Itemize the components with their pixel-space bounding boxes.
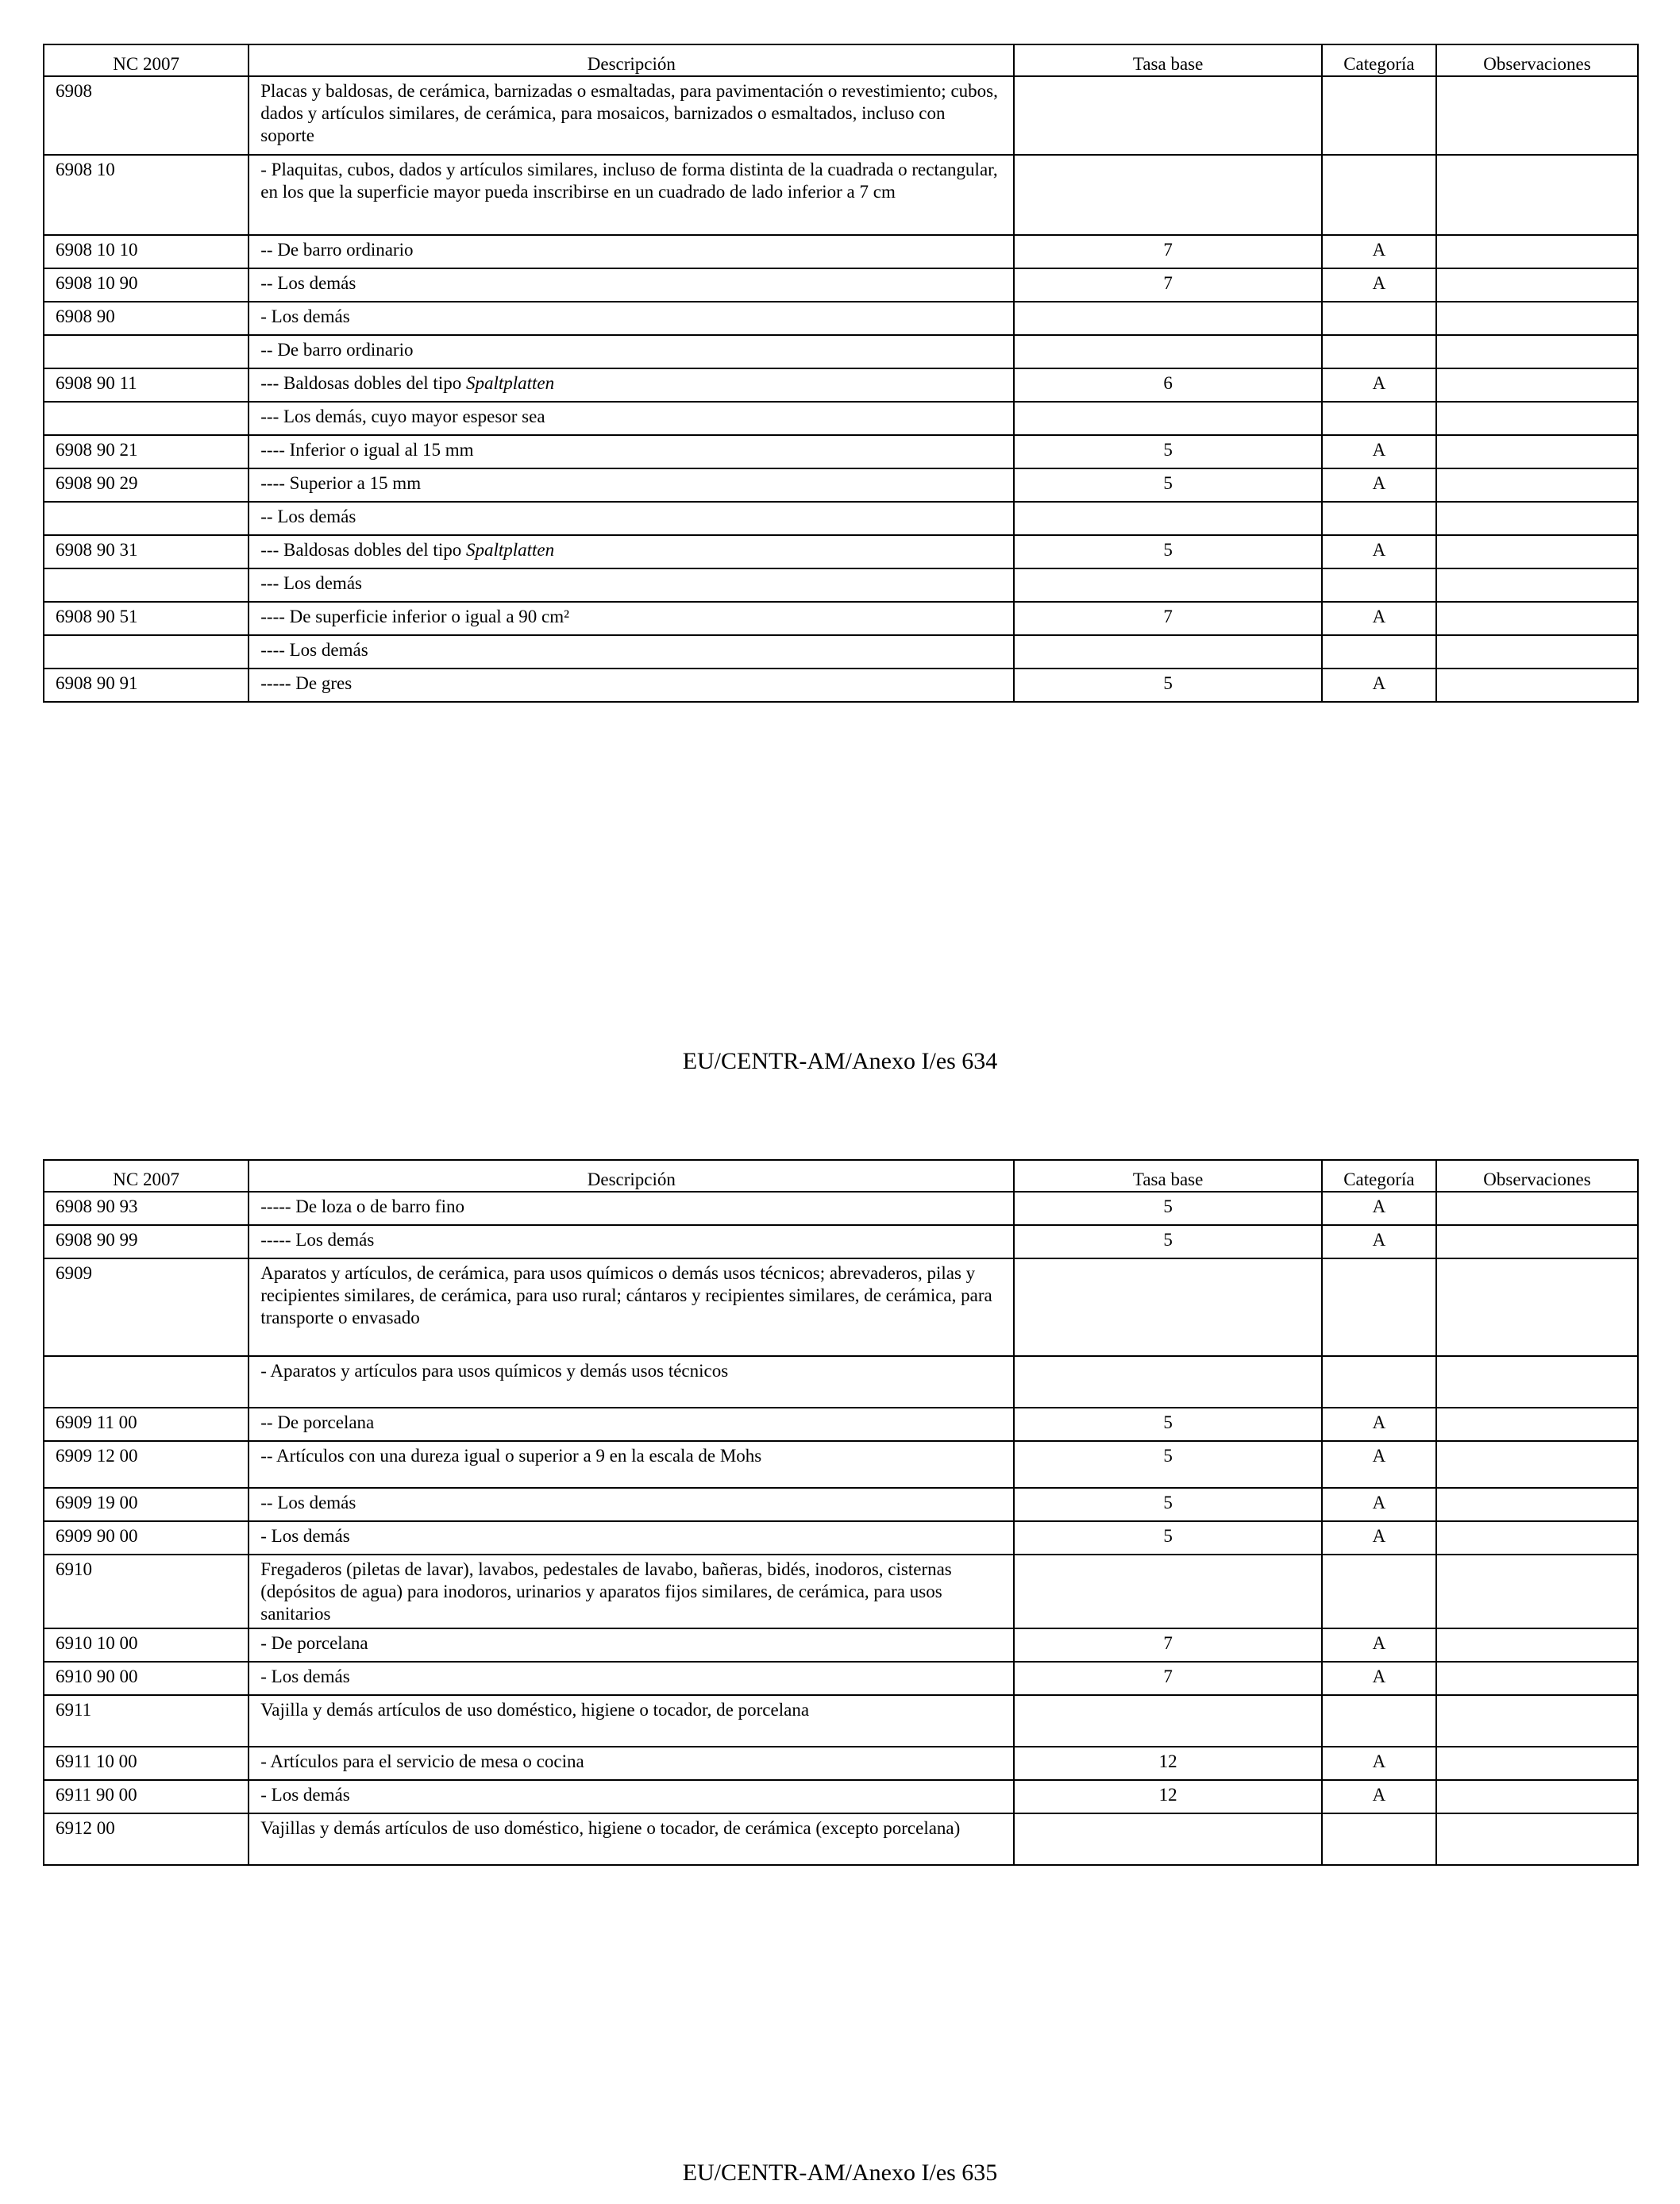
cell-nc-code: 6911 10 00 bbox=[44, 1747, 249, 1780]
cell-tasa-base: 7 bbox=[1014, 235, 1321, 268]
cell-descripcion bbox=[249, 1441, 1014, 1488]
cell-nc-code: 6908 10 10 bbox=[44, 235, 249, 268]
cell-nc-code bbox=[44, 635, 249, 669]
cell-categoria: A bbox=[1322, 368, 1436, 402]
cell-categoria: A bbox=[1322, 435, 1436, 468]
table-row bbox=[44, 1408, 1638, 1441]
table-row bbox=[44, 1356, 1638, 1408]
cell-observaciones bbox=[1436, 502, 1638, 535]
tariff-table bbox=[43, 1159, 1639, 1866]
cell-categoria: A bbox=[1322, 1192, 1436, 1225]
cell-observaciones bbox=[1436, 1521, 1638, 1555]
header-descripcion: Descripción bbox=[249, 1160, 1014, 1192]
cell-categoria bbox=[1322, 1813, 1436, 1865]
cell-categoria bbox=[1322, 502, 1436, 535]
tariff-table-page-635 bbox=[43, 1159, 1639, 1866]
cell-tasa-base: 7 bbox=[1014, 602, 1321, 635]
cell-categoria: A bbox=[1322, 1488, 1436, 1521]
cell-categoria bbox=[1322, 1695, 1436, 1747]
description-text: ----- De loza o de barro fino bbox=[260, 1196, 464, 1216]
cell-observaciones bbox=[1436, 1441, 1638, 1488]
cell-descripcion bbox=[249, 635, 1014, 669]
cell-tasa-base: 6 bbox=[1014, 368, 1321, 402]
description-text: ---- De superficie inferior o igual a 90 cm² bbox=[260, 607, 570, 626]
header-descripcion: Descripción bbox=[249, 44, 1014, 76]
description-text: - Los demás bbox=[260, 1785, 350, 1805]
cell-descripcion bbox=[249, 468, 1014, 502]
cell-descripcion bbox=[249, 1813, 1014, 1865]
cell-descripcion bbox=[249, 502, 1014, 535]
cell-observaciones bbox=[1436, 1628, 1638, 1662]
description-text: --- Baldosas dobles del tipo bbox=[260, 373, 466, 393]
table-body bbox=[44, 1192, 1638, 1865]
cell-descripcion bbox=[249, 1356, 1014, 1408]
description-text: - Aparatos y artículos para usos químicos y demás usos técnicos bbox=[260, 1361, 729, 1381]
cell-tasa-base: 5 bbox=[1014, 468, 1321, 502]
cell-nc-code: 6908 90 21 bbox=[44, 435, 249, 468]
header-categoria: Categoría bbox=[1322, 1160, 1436, 1192]
cell-observaciones bbox=[1436, 1356, 1638, 1408]
cell-tasa-base: 5 bbox=[1014, 435, 1321, 468]
tariff-table-page-634 bbox=[43, 44, 1639, 703]
cell-categoria: A bbox=[1322, 1628, 1436, 1662]
description-text: --- Los demás, cuyo mayor espesor sea bbox=[260, 407, 545, 426]
description-text: ----- Los demás bbox=[260, 1230, 375, 1250]
header-tasa-base: Tasa base bbox=[1014, 1160, 1321, 1192]
cell-observaciones bbox=[1436, 402, 1638, 435]
cell-observaciones bbox=[1436, 1225, 1638, 1258]
cell-categoria: A bbox=[1322, 669, 1436, 702]
description-text: ---- Los demás bbox=[260, 640, 368, 660]
cell-observaciones bbox=[1436, 1780, 1638, 1813]
cell-tasa-base bbox=[1014, 335, 1321, 368]
cell-observaciones bbox=[1436, 1192, 1638, 1225]
cell-tasa-base: 7 bbox=[1014, 1628, 1321, 1662]
table-row bbox=[44, 235, 1638, 268]
cell-nc-code: 6909 11 00 bbox=[44, 1408, 249, 1441]
table-body bbox=[44, 76, 1638, 702]
cell-categoria bbox=[1322, 155, 1436, 235]
cell-nc-code bbox=[44, 502, 249, 535]
table-row bbox=[44, 435, 1638, 468]
cell-descripcion bbox=[249, 76, 1014, 155]
cell-nc-code bbox=[44, 335, 249, 368]
cell-tasa-base: 5 bbox=[1014, 535, 1321, 568]
cell-tasa-base: 7 bbox=[1014, 268, 1321, 302]
cell-observaciones bbox=[1436, 1555, 1638, 1628]
cell-categoria: A bbox=[1322, 602, 1436, 635]
cell-descripcion bbox=[249, 1555, 1014, 1628]
table-row bbox=[44, 302, 1638, 335]
table-row bbox=[44, 1555, 1638, 1628]
cell-observaciones bbox=[1436, 635, 1638, 669]
table-header-row bbox=[44, 44, 1638, 76]
table-header-row bbox=[44, 1160, 1638, 1192]
cell-descripcion bbox=[249, 568, 1014, 602]
description-text: -- De barro ordinario bbox=[260, 240, 414, 260]
cell-categoria: A bbox=[1322, 235, 1436, 268]
cell-tasa-base: 12 bbox=[1014, 1780, 1321, 1813]
cell-nc-code: 6910 bbox=[44, 1555, 249, 1628]
cell-nc-code: 6912 00 bbox=[44, 1813, 249, 1865]
cell-tasa-base bbox=[1014, 1813, 1321, 1865]
cell-descripcion bbox=[249, 602, 1014, 635]
description-text: ----- De gres bbox=[260, 673, 353, 693]
cell-descripcion bbox=[249, 1488, 1014, 1521]
table-row bbox=[44, 1225, 1638, 1258]
cell-observaciones bbox=[1436, 568, 1638, 602]
cell-nc-code: 6908 90 93 bbox=[44, 1192, 249, 1225]
cell-tasa-base bbox=[1014, 1555, 1321, 1628]
description-text: -- Los demás bbox=[260, 507, 356, 526]
description-text: - Los demás bbox=[260, 306, 350, 326]
cell-nc-code: 6908 10 bbox=[44, 155, 249, 235]
table-row bbox=[44, 155, 1638, 235]
cell-nc-code: 6910 10 00 bbox=[44, 1628, 249, 1662]
cell-categoria bbox=[1322, 1356, 1436, 1408]
table-row bbox=[44, 568, 1638, 602]
table-row bbox=[44, 1192, 1638, 1225]
table-row bbox=[44, 635, 1638, 669]
cell-tasa-base: 5 bbox=[1014, 1408, 1321, 1441]
cell-descripcion bbox=[249, 1408, 1014, 1441]
cell-categoria: A bbox=[1322, 1521, 1436, 1555]
cell-observaciones bbox=[1436, 1695, 1638, 1747]
table-row bbox=[44, 76, 1638, 155]
cell-nc-code: 6909 bbox=[44, 1258, 249, 1356]
cell-nc-code bbox=[44, 402, 249, 435]
cell-descripcion bbox=[249, 1780, 1014, 1813]
cell-observaciones bbox=[1436, 602, 1638, 635]
cell-tasa-base bbox=[1014, 1258, 1321, 1356]
cell-observaciones bbox=[1436, 1662, 1638, 1695]
table-row bbox=[44, 268, 1638, 302]
cell-categoria: A bbox=[1322, 535, 1436, 568]
tariff-table bbox=[43, 44, 1639, 703]
cell-descripcion bbox=[249, 1521, 1014, 1555]
description-italic-term: Spaltplatten bbox=[465, 373, 555, 393]
description-text: -- Los demás bbox=[260, 1493, 356, 1512]
cell-categoria: A bbox=[1322, 1441, 1436, 1488]
cell-nc-code bbox=[44, 568, 249, 602]
cell-descripcion bbox=[249, 435, 1014, 468]
cell-categoria bbox=[1322, 1258, 1436, 1356]
cell-observaciones bbox=[1436, 669, 1638, 702]
cell-descripcion bbox=[249, 1695, 1014, 1747]
cell-tasa-base: 5 bbox=[1014, 1521, 1321, 1555]
cell-nc-code: 6909 12 00 bbox=[44, 1441, 249, 1488]
cell-observaciones bbox=[1436, 235, 1638, 268]
cell-nc-code: 6908 90 bbox=[44, 302, 249, 335]
cell-categoria bbox=[1322, 335, 1436, 368]
cell-tasa-base bbox=[1014, 155, 1321, 235]
cell-observaciones bbox=[1436, 468, 1638, 502]
cell-nc-code: 6908 90 91 bbox=[44, 669, 249, 702]
description-text: - Los demás bbox=[260, 1666, 350, 1686]
cell-categoria: A bbox=[1322, 1747, 1436, 1780]
cell-descripcion bbox=[249, 335, 1014, 368]
page-footer: EU/CENTR-AM/Anexo I/es 634 bbox=[682, 1048, 998, 1074]
description-text: --- Baldosas dobles del tipo bbox=[260, 540, 466, 560]
cell-observaciones bbox=[1436, 268, 1638, 302]
cell-observaciones bbox=[1436, 535, 1638, 568]
table-row bbox=[44, 1747, 1638, 1780]
cell-categoria bbox=[1322, 635, 1436, 669]
cell-categoria: A bbox=[1322, 1225, 1436, 1258]
table-row bbox=[44, 1521, 1638, 1555]
table-row bbox=[44, 1258, 1638, 1356]
cell-descripcion bbox=[249, 235, 1014, 268]
description-text: - Plaquitas, cubos, dados y artículos similares, incluso de forma distinta de la cuadrada o rectangular, en los que la superficie mayor pueda inscribirse en un cuadrado de lado inferior a 7 cm bbox=[260, 160, 998, 202]
description-text: -- De barro ordinario bbox=[260, 340, 414, 360]
cell-tasa-base: 5 bbox=[1014, 1225, 1321, 1258]
cell-descripcion bbox=[249, 268, 1014, 302]
cell-nc-code: 6908 90 51 bbox=[44, 602, 249, 635]
table-row bbox=[44, 1488, 1638, 1521]
cell-categoria bbox=[1322, 402, 1436, 435]
description-text: ---- Inferior o igual al 15 mm bbox=[260, 440, 474, 460]
cell-tasa-base bbox=[1014, 502, 1321, 535]
cell-nc-code: 6909 90 00 bbox=[44, 1521, 249, 1555]
cell-nc-code: 6908 90 31 bbox=[44, 535, 249, 568]
cell-observaciones bbox=[1436, 368, 1638, 402]
cell-tasa-base: 5 bbox=[1014, 1488, 1321, 1521]
cell-descripcion bbox=[249, 1258, 1014, 1356]
cell-descripcion bbox=[249, 1747, 1014, 1780]
cell-tasa-base bbox=[1014, 1356, 1321, 1408]
cell-observaciones bbox=[1436, 155, 1638, 235]
header-tasa-base: Tasa base bbox=[1014, 44, 1321, 76]
table-row bbox=[44, 669, 1638, 702]
cell-categoria: A bbox=[1322, 268, 1436, 302]
cell-descripcion bbox=[249, 1628, 1014, 1662]
description-italic-term: Spaltplatten bbox=[465, 540, 555, 560]
cell-descripcion bbox=[249, 1192, 1014, 1225]
description-text: - Artículos para el servicio de mesa o cocina bbox=[260, 1751, 584, 1771]
cell-nc-code: 6911 90 00 bbox=[44, 1780, 249, 1813]
description-text: -- De porcelana bbox=[260, 1412, 375, 1432]
cell-tasa-base bbox=[1014, 402, 1321, 435]
cell-categoria: A bbox=[1322, 1662, 1436, 1695]
header-observaciones: Observaciones bbox=[1436, 1160, 1638, 1192]
cell-categoria: A bbox=[1322, 468, 1436, 502]
cell-categoria bbox=[1322, 568, 1436, 602]
header-nc-2007: NC 2007 bbox=[44, 1160, 249, 1192]
cell-observaciones bbox=[1436, 1747, 1638, 1780]
cell-tasa-base: 12 bbox=[1014, 1747, 1321, 1780]
table-row bbox=[44, 535, 1638, 568]
cell-tasa-base: 5 bbox=[1014, 1192, 1321, 1225]
cell-tasa-base bbox=[1014, 568, 1321, 602]
header-nc-2007: NC 2007 bbox=[44, 44, 249, 76]
cell-nc-code: 6908 10 90 bbox=[44, 268, 249, 302]
description-text: - Los demás bbox=[260, 1526, 350, 1546]
cell-descripcion bbox=[249, 1662, 1014, 1695]
description-text: Vajillas y demás artículos de uso doméstico, higiene o tocador, de cerámica (excepto porcelana) bbox=[260, 1818, 961, 1838]
table-row bbox=[44, 502, 1638, 535]
description-text: Aparatos y artículos, de cerámica, para usos químicos o demás usos técnicos; abrevaderos, pilas y recipientes similares, de cerámica, para uso rural; cántaros y recipientes similares, de cerámica, para transporte o envasado bbox=[260, 1263, 992, 1327]
table-row bbox=[44, 1813, 1638, 1865]
cell-categoria: A bbox=[1322, 1780, 1436, 1813]
table-row bbox=[44, 402, 1638, 435]
cell-observaciones bbox=[1436, 1813, 1638, 1865]
table-row bbox=[44, 368, 1638, 402]
cell-descripcion bbox=[249, 302, 1014, 335]
cell-observaciones bbox=[1436, 435, 1638, 468]
cell-nc-code: 6910 90 00 bbox=[44, 1662, 249, 1695]
table-row bbox=[44, 602, 1638, 635]
cell-categoria: A bbox=[1322, 1408, 1436, 1441]
cell-categoria bbox=[1322, 76, 1436, 155]
cell-tasa-base: 5 bbox=[1014, 669, 1321, 702]
cell-descripcion bbox=[249, 535, 1014, 568]
cell-tasa-base bbox=[1014, 76, 1321, 155]
cell-descripcion bbox=[249, 155, 1014, 235]
description-text: --- Los demás bbox=[260, 573, 362, 593]
description-text: -- Los demás bbox=[260, 273, 356, 293]
table-row bbox=[44, 1780, 1638, 1813]
page-footer: EU/CENTR-AM/Anexo I/es 635 bbox=[682, 2160, 998, 2186]
cell-nc-code: 6909 19 00 bbox=[44, 1488, 249, 1521]
cell-nc-code: 6911 bbox=[44, 1695, 249, 1747]
table-row bbox=[44, 335, 1638, 368]
cell-tasa-base bbox=[1014, 635, 1321, 669]
cell-observaciones bbox=[1436, 1258, 1638, 1356]
cell-tasa-base bbox=[1014, 1695, 1321, 1747]
cell-observaciones bbox=[1436, 76, 1638, 155]
table-row bbox=[44, 1662, 1638, 1695]
cell-descripcion bbox=[249, 368, 1014, 402]
description-text: ---- Superior a 15 mm bbox=[260, 473, 422, 493]
cell-categoria bbox=[1322, 1555, 1436, 1628]
description-text: Placas y baldosas, de cerámica, barnizadas o esmaltadas, para pavimentación o revestimiento; cubos, dados y artículos similares, de cerámica, para mosaicos, barnizados o esmaltados, incluso con soporte bbox=[260, 81, 998, 145]
cell-observaciones bbox=[1436, 1408, 1638, 1441]
header-observaciones: Observaciones bbox=[1436, 44, 1638, 76]
cell-categoria bbox=[1322, 302, 1436, 335]
description-text: - De porcelana bbox=[260, 1633, 368, 1653]
cell-observaciones bbox=[1436, 302, 1638, 335]
cell-nc-code: 6908 bbox=[44, 76, 249, 155]
cell-nc-code: 6908 90 99 bbox=[44, 1225, 249, 1258]
table-row bbox=[44, 468, 1638, 502]
cell-nc-code bbox=[44, 1356, 249, 1408]
cell-observaciones bbox=[1436, 1488, 1638, 1521]
cell-tasa-base bbox=[1014, 302, 1321, 335]
table-row bbox=[44, 1441, 1638, 1488]
cell-tasa-base: 5 bbox=[1014, 1441, 1321, 1488]
description-text: Fregaderos (piletas de lavar), lavabos, pedestales de lavabo, bañeras, bidés, inodoros, cisternas (depósitos de agua) para inodoros, urinarios y aparatos fijos similares, de cerámica, para usos sanitarios bbox=[260, 1559, 952, 1624]
description-text: -- Artículos con una dureza igual o superior a 9 en la escala de Mohs bbox=[260, 1446, 762, 1466]
cell-nc-code: 6908 90 29 bbox=[44, 468, 249, 502]
cell-descripcion bbox=[249, 669, 1014, 702]
cell-nc-code: 6908 90 11 bbox=[44, 368, 249, 402]
cell-observaciones bbox=[1436, 335, 1638, 368]
cell-tasa-base: 7 bbox=[1014, 1662, 1321, 1695]
table-row bbox=[44, 1695, 1638, 1747]
description-text: Vajilla y demás artículos de uso doméstico, higiene o tocador, de porcelana bbox=[260, 1700, 810, 1720]
cell-descripcion bbox=[249, 1225, 1014, 1258]
header-categoria: Categoría bbox=[1322, 44, 1436, 76]
table-row bbox=[44, 1628, 1638, 1662]
cell-descripcion bbox=[249, 402, 1014, 435]
